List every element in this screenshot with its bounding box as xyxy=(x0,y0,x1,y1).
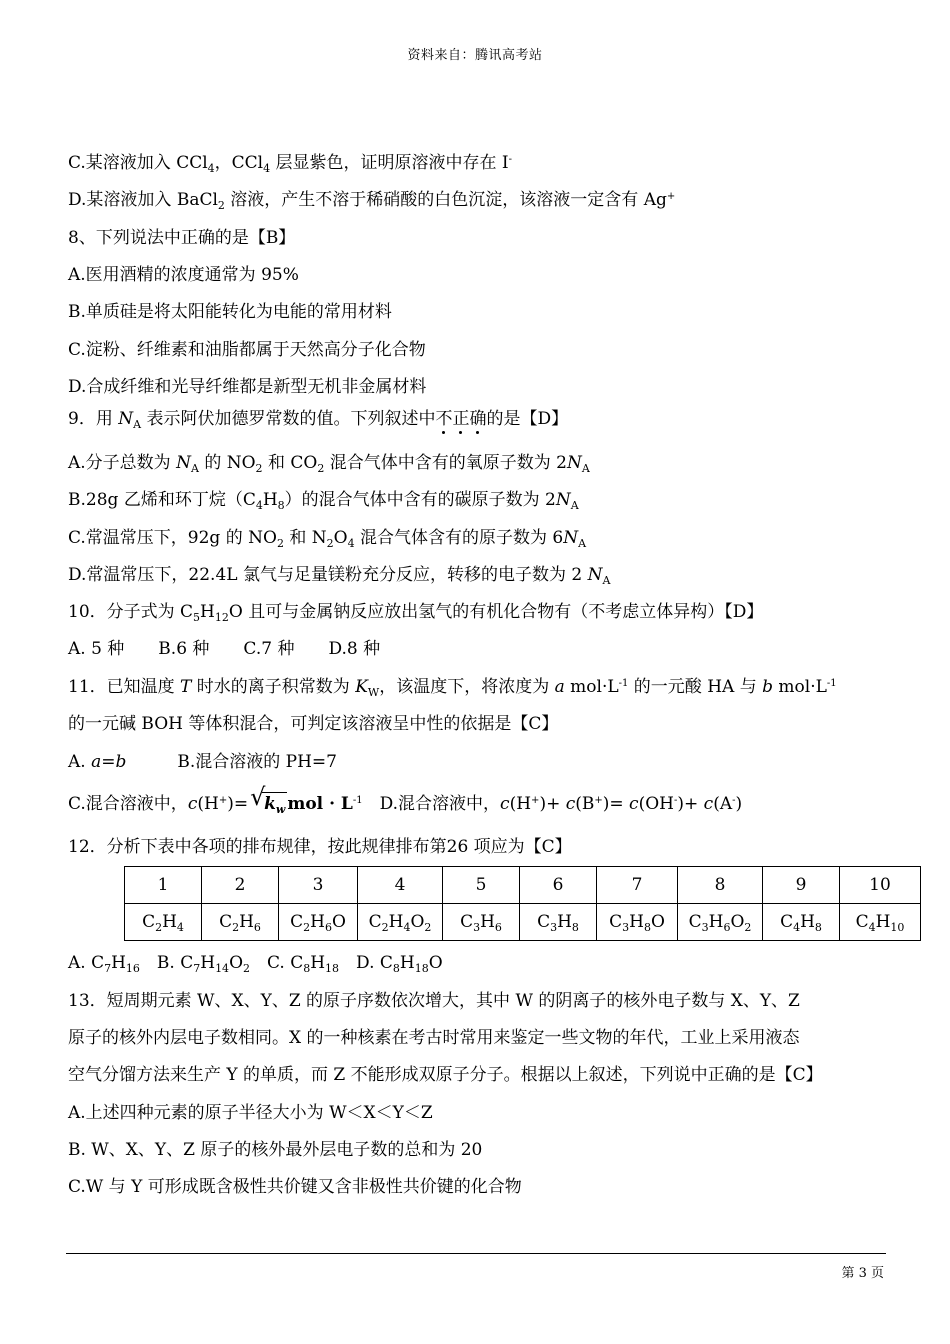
symbol-n: N xyxy=(118,409,134,429)
text: 11．已知温度 xyxy=(68,677,181,697)
subscript: 8 xyxy=(571,921,579,934)
text: H xyxy=(310,953,326,973)
element-symbol: C xyxy=(609,912,623,932)
subscript: 3 xyxy=(550,921,558,934)
subscript: 8 xyxy=(392,962,400,975)
sup: - xyxy=(673,795,678,806)
sup: -1 xyxy=(826,678,837,689)
text: (H xyxy=(197,794,219,814)
sqrt-kw: √ $k_w$ xyxy=(250,783,286,816)
element-symbol: O xyxy=(331,912,346,932)
table-header-cell: 8 xyxy=(678,867,763,904)
symbol-a: a xyxy=(554,677,565,697)
text: 9．用 xyxy=(68,409,119,429)
subscript: 6 xyxy=(723,921,731,934)
text: mol·L xyxy=(564,677,619,697)
table-header-cell: 1 xyxy=(125,867,202,904)
subscript: 3 xyxy=(622,921,630,934)
subscript: 16 xyxy=(125,962,140,975)
subscript: 2 xyxy=(303,921,311,934)
text: )+ xyxy=(677,794,704,814)
table-header-cell: 4 xyxy=(358,867,443,904)
q9-stem xyxy=(68,408,568,430)
sub: W xyxy=(367,686,380,699)
q13-option-c: C.W 与 Y 可形成既含极性共价键又含非极性共价键的化合物 xyxy=(68,1177,522,1197)
text: 和 CO xyxy=(262,453,318,473)
text: B.混合溶液的 PH=7 xyxy=(126,752,337,772)
sub: 4 xyxy=(255,499,263,512)
subscript: 6 xyxy=(324,921,332,934)
element-symbol: H xyxy=(557,912,572,932)
q10-stem xyxy=(68,601,763,623)
page-number: 第 3 页 xyxy=(841,1266,884,1281)
symbol-c: c xyxy=(500,794,510,814)
sub: 8 xyxy=(277,499,285,512)
text: H xyxy=(200,602,215,622)
element-symbol: C xyxy=(537,912,551,932)
sub: 5 xyxy=(193,611,201,624)
symbol-t: T xyxy=(180,677,192,697)
symbol-c: c xyxy=(187,794,198,814)
text: H xyxy=(111,953,126,973)
text: D. C xyxy=(339,953,393,973)
symbol-n: N xyxy=(563,528,579,548)
table-formula-cell xyxy=(443,904,520,941)
q11-stem-line2: 的一元碱 BOH 等体积混合，可判定该溶液呈中性的依据是【C】 xyxy=(68,714,559,734)
q12-option xyxy=(339,953,443,973)
subscript: 2 xyxy=(381,921,389,934)
table-header-row xyxy=(125,867,921,904)
text: B.28g 乙烯和环丁烷（C xyxy=(68,490,256,510)
symbol-n: N xyxy=(176,453,191,473)
subscript: 7 xyxy=(193,962,201,975)
element-symbol: H xyxy=(480,912,495,932)
sequence-table xyxy=(124,866,921,941)
text: 溶液，产生不溶于稀硝酸的白色沉淀，该溶液一定含有 Ag xyxy=(224,190,667,210)
sup: - xyxy=(732,795,736,806)
sup: -1 xyxy=(618,678,629,689)
table-formula-cell xyxy=(763,904,840,941)
sub: A xyxy=(578,537,587,550)
symbol-b: b xyxy=(762,677,774,697)
element-symbol: C xyxy=(688,912,702,932)
text: 10．分子式为 C xyxy=(68,602,194,622)
emphasis-que: 确 xyxy=(469,409,487,429)
subscript: 18 xyxy=(325,962,340,975)
element-symbol: C xyxy=(219,912,233,932)
q9-option-b xyxy=(68,489,579,511)
text: )= xyxy=(602,794,630,814)
q9-option-c xyxy=(68,527,586,549)
sub: A xyxy=(570,499,579,512)
element-symbol: H xyxy=(708,912,724,932)
subscript: 2 xyxy=(155,921,163,934)
subscript: 2 xyxy=(243,962,250,975)
subscript: 4 xyxy=(793,921,801,934)
text: A.分子总数为 xyxy=(68,453,177,473)
subscript: 2 xyxy=(424,921,432,934)
symbol-c: c xyxy=(565,794,576,814)
text: D.某溶液加入 BaCl xyxy=(68,190,218,210)
sub: 2 xyxy=(326,537,334,550)
table-formula-cell xyxy=(520,904,597,941)
q9-option-d xyxy=(68,564,610,586)
table-header-cell: 5 xyxy=(443,867,520,904)
text: O xyxy=(428,953,443,973)
element-symbol: C xyxy=(142,912,156,932)
text: 混合气体中含有的氧原子数为 2 xyxy=(324,453,567,473)
unit: mol · L xyxy=(287,794,353,814)
sub: 12 xyxy=(214,611,229,624)
table-formula-cell xyxy=(279,904,358,941)
sub: 2 xyxy=(317,462,325,475)
sub: 4 xyxy=(347,537,355,550)
text: A. C xyxy=(68,953,105,973)
q13-stem-line3: 空气分馏方法来生产 Y 的单质，而 Z 不能形成双原子分子。根据以上叙述，下列说中正确的是【C】 xyxy=(68,1065,823,1085)
q13-option-a: A.上述四种元素的原子半径大小为 W＜X＜Y＜Z xyxy=(68,1103,433,1123)
element-symbol: C xyxy=(368,912,382,932)
q12-option xyxy=(250,953,339,973)
sup: + xyxy=(531,795,540,806)
text: 的一元酸 HA 与 xyxy=(628,677,763,697)
text: H xyxy=(200,953,216,973)
subscript: 4 xyxy=(868,921,876,934)
text: ，该温度下，将浓度为 xyxy=(379,677,555,697)
q13-stem-line2: 原子的核外内层电子数相同。X 的一种核素在考古时常用来鉴定一些文物的年代，工业上采用液态 xyxy=(68,1028,800,1048)
subscript: 18 xyxy=(414,962,429,975)
subscript: 8 xyxy=(643,921,651,934)
subscript: 6 xyxy=(253,921,261,934)
symbol-n: N xyxy=(555,490,571,510)
q12-option xyxy=(140,953,250,973)
q8-option-b: B.单质硅是将太阳能转化为电能的常用材料 xyxy=(68,302,392,322)
text: C. C xyxy=(250,953,304,973)
subscript: 14 xyxy=(215,962,230,975)
text: C.某溶液加入 CCl xyxy=(68,153,208,173)
text: A. xyxy=(68,752,92,772)
text: O 且可与金属钠反应放出氢气的有机化合物有（不考虑立体异构）【D】 xyxy=(228,602,764,622)
text: D.混合溶液中， xyxy=(362,794,501,814)
symbol-c: c xyxy=(629,794,639,814)
table-header-cell: 6 xyxy=(520,867,597,904)
subscript: 2 xyxy=(232,921,240,934)
q12-options xyxy=(68,952,443,974)
text: O xyxy=(333,528,348,548)
subscript: 4 xyxy=(403,921,411,934)
symbol-n: N xyxy=(587,565,603,585)
element-symbol: H xyxy=(239,912,254,932)
q9-option-a xyxy=(68,452,590,474)
text: C.混合溶液中， xyxy=(68,794,188,814)
sub: w xyxy=(275,803,286,816)
sub: 4 xyxy=(207,162,215,175)
element-symbol: H xyxy=(310,912,325,932)
element-symbol: C xyxy=(780,912,794,932)
text: H xyxy=(262,490,278,510)
text: (A xyxy=(713,794,733,814)
element-symbol: H xyxy=(162,912,177,932)
table-header-cell: 10 xyxy=(840,867,921,904)
text: mol·L xyxy=(773,677,827,697)
sup: + xyxy=(218,795,228,806)
text: (B xyxy=(575,794,595,814)
text: )+ xyxy=(539,794,566,814)
subscript: 7 xyxy=(104,962,112,975)
text: ，CCl xyxy=(214,153,264,173)
emphasis-zheng: 正 xyxy=(452,409,470,429)
subscript: 2 xyxy=(744,921,752,934)
text: 的是【D】 xyxy=(486,409,569,429)
text: H xyxy=(399,953,415,973)
element-symbol: H xyxy=(388,912,404,932)
sub: 2 xyxy=(217,199,225,212)
q8-option-a: A.医用酒精的浓度通常为 95% xyxy=(68,265,299,285)
symbol-k: K xyxy=(355,677,368,697)
q11-options-ab xyxy=(68,751,337,773)
subscript: 3 xyxy=(473,921,481,934)
table-formula-cell xyxy=(358,904,443,941)
element-symbol: C xyxy=(460,912,474,932)
subscript: 8 xyxy=(814,921,822,934)
text: )= xyxy=(227,794,249,814)
element-symbol: C xyxy=(855,912,869,932)
q12-option xyxy=(68,953,140,973)
text: ）的混合气体中含有的碳原子数为 2 xyxy=(284,490,556,510)
element-symbol: H xyxy=(800,912,815,932)
element-symbol: O xyxy=(730,912,745,932)
sub: 2 xyxy=(255,462,263,475)
subscript: 3 xyxy=(701,921,709,934)
symbol-n: N xyxy=(566,453,582,473)
table-formula-cell xyxy=(202,904,279,941)
q8-option-d: D.合成纤维和光导纤维都是新型无机非金属材料 xyxy=(68,377,427,397)
text: 层显紫色，证明原溶液中存在 I xyxy=(270,153,509,173)
table-formula-cell xyxy=(125,904,202,941)
table-formula-row xyxy=(125,904,921,941)
text: k xyxy=(264,794,276,814)
q13-option-b: B. W、X、Y、Z 原子的核外最外层电子数的总和为 20 xyxy=(68,1140,483,1160)
equation: a=b xyxy=(91,752,127,772)
table-header-cell: 2 xyxy=(202,867,279,904)
emphasis-not: 不 xyxy=(435,409,453,429)
table-formula-cell xyxy=(597,904,678,941)
element-symbol: C xyxy=(290,912,304,932)
q11-stem-line1 xyxy=(68,676,837,698)
sub: 2 xyxy=(276,537,284,550)
q11-options-cd xyxy=(68,783,743,816)
q10-options: A. 5 种 B.6 种 C.7 种 D.8 种 xyxy=(68,639,381,659)
table-header-cell: 9 xyxy=(763,867,840,904)
text: 的 NO xyxy=(198,453,256,473)
table-header-cell: 3 xyxy=(279,867,358,904)
subscript: 10 xyxy=(890,921,905,934)
text: (H xyxy=(509,794,532,814)
element-symbol: O xyxy=(650,912,665,932)
text: ) xyxy=(735,794,743,814)
text: 混合气体含有的原子数为 6 xyxy=(354,528,564,548)
page-header: 资料来自：腾讯高考站 xyxy=(407,48,543,63)
q8-option-c: C.淀粉、纤维素和油脂都属于天然高分子化合物 xyxy=(68,340,426,360)
text: O xyxy=(229,953,243,973)
sup: -1 xyxy=(352,795,363,806)
text: (OH xyxy=(638,794,674,814)
sub: A xyxy=(581,462,590,475)
table-formula-cell xyxy=(840,904,921,941)
element-symbol: H xyxy=(875,912,891,932)
subscript: 8 xyxy=(303,962,311,975)
q7-option-d xyxy=(68,189,675,211)
q13-stem-line1: 13．短周期元素 W、X、Y、Z 的原子序数依次增大，其中 W 的阴离子的核外电子数与 X、Y、Z xyxy=(68,991,800,1011)
sub: A xyxy=(133,418,142,431)
element-symbol: H xyxy=(629,912,644,932)
sup: - xyxy=(508,154,513,165)
text: B. C xyxy=(139,953,194,973)
q7-option-c xyxy=(68,152,512,174)
footer-divider xyxy=(66,1253,886,1254)
text: C.常温常压下，92g 的 NO xyxy=(68,528,277,548)
table-header-cell: 7 xyxy=(597,867,678,904)
text: 和 N xyxy=(283,528,327,548)
text: D.常温常压下，22.4L 氯气与足量镁粉充分反应，转移的电子数为 2 xyxy=(68,565,588,585)
sub: A xyxy=(602,574,611,587)
symbol-c: c xyxy=(703,794,714,814)
sub: A xyxy=(190,462,199,475)
text: 时水的离子积常数为 xyxy=(191,677,356,697)
q8-stem: 8、下列说法中正确的是【B】 xyxy=(68,228,296,248)
element-symbol: O xyxy=(410,912,425,932)
table-formula-cell xyxy=(678,904,763,941)
text: 表示阿伏加德罗常数的值。下列叙述中 xyxy=(141,409,436,429)
sub: 4 xyxy=(263,162,271,175)
sup: + xyxy=(666,191,676,202)
sup: + xyxy=(594,795,603,806)
subscript: 4 xyxy=(176,921,184,934)
q12-stem: 12．分析下表中各项的排布规律，按此规律排布第26 项应为【C】 xyxy=(68,837,572,857)
subscript: 6 xyxy=(494,921,502,934)
